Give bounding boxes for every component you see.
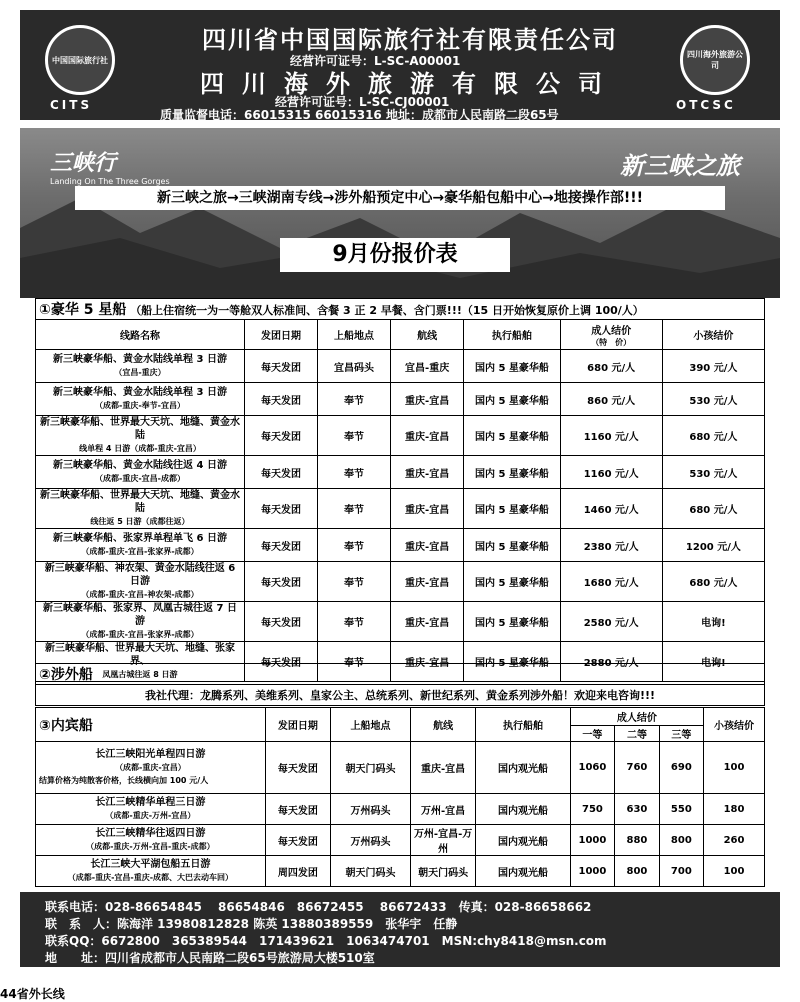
table-row [36, 856, 765, 887]
cell-adult: 1160 元/人 [560, 416, 662, 456]
cell-ship: 国内 5 星豪华船 [464, 489, 560, 529]
contact-person: 联 系 人：陈海洋 13980812828 陈英 13880389559 张华宇 任静 [45, 917, 458, 931]
route-name-main: 新三峡豪华船、张家界单程单飞 6 日游 [53, 533, 227, 544]
col-ship: 执行船舶 [464, 320, 560, 350]
cell-line: 朝天门码头 [410, 856, 475, 887]
price-sheet [20, 10, 780, 985]
table-row [36, 742, 765, 794]
foreign-ship-table [35, 663, 765, 706]
cell-ship: 国内 5 星豪华船 [464, 562, 560, 602]
cell-c1: 1000 [570, 856, 615, 887]
section1-note: （船上住宿统一为一等舱双人标准间、含餐 3 正 2 早餐、含门票!!!（15 日开始恢复原价上调 100/人） [130, 304, 644, 317]
section2-label: ②涉外船 [39, 667, 93, 683]
company-header [20, 10, 780, 120]
route-name-sub: 线往返 5 日游（成都往返） [90, 517, 190, 526]
cell-line: 重庆-宜昌 [391, 383, 464, 416]
table-row [36, 825, 765, 856]
contact-address: 地 址：四川省成都市人民南路二段65号旅游局大楼510室 [45, 951, 375, 965]
cell-port: 宜昌码头 [318, 350, 391, 383]
col3-child: 小孩结价 [704, 708, 765, 742]
cell-port: 奉节 [318, 529, 391, 562]
col-child: 小孩结价 [662, 320, 764, 350]
cell-adult: 1160 元/人 [560, 456, 662, 489]
col3-date: 发团日期 [265, 708, 330, 742]
cell-c1: 750 [570, 794, 615, 825]
cell-date: 每天发团 [245, 529, 318, 562]
col3-first: 一等 [570, 726, 615, 742]
cell-date: 每天发团 [265, 825, 330, 856]
table-row [36, 529, 765, 562]
cell-child: 680 元/人 [662, 562, 764, 602]
cell-date: 每天发团 [245, 642, 318, 682]
cell-line: 重庆-宜昌 [391, 529, 464, 562]
cell-line: 重庆-宜昌 [391, 602, 464, 642]
cell-ship: 国内观光船 [476, 825, 570, 856]
cell-child: 390 元/人 [662, 350, 764, 383]
route-name-main: 新三峡豪华船、世界最大天坑、地缝、黄金水陆 [40, 490, 240, 514]
cell-date: 每天发团 [245, 602, 318, 642]
col-adult: 成人结价 （特 价） [560, 320, 662, 350]
cell-c3: 700 [659, 856, 703, 887]
route-name-main: 长江三峡精华单程三日游 [95, 797, 206, 808]
cell-line: 万州-宜昌-万州 [410, 825, 475, 856]
route-name-main: 长江三峡精华往返四日游 [95, 828, 206, 839]
cell-c2: 800 [615, 856, 659, 887]
table-row [36, 489, 765, 529]
cell-child: 100 [704, 742, 765, 794]
route-name-sub: （成都-重庆-宜昌-张家界-成都） [81, 547, 199, 556]
cell-port: 奉节 [318, 602, 391, 642]
cell-date: 每天发团 [245, 416, 318, 456]
cell-adult: 1680 元/人 [560, 562, 662, 602]
cell-line: 重庆-宜昌 [410, 742, 475, 794]
route-name-sub: （宜昌-重庆） [114, 368, 166, 377]
cell-c3: 800 [659, 825, 703, 856]
cell-adult: 680 元/人 [560, 350, 662, 383]
cell-c2: 630 [615, 794, 659, 825]
route-name-main: 新三峡豪华船、神农架、黄金水陆线往返 6 日游 [44, 563, 236, 587]
license-2: 经营许可证号：L-SC-CJ00001 [275, 95, 450, 109]
cell-adult: 2380 元/人 [560, 529, 662, 562]
cell-child: 电询! [662, 602, 764, 642]
route-name-main: 新三峡豪华船、黄金水陆线单程 3 日游 [53, 387, 227, 398]
table-row [36, 416, 765, 456]
cits-logo-ring: 中国国际旅行社 [52, 55, 108, 65]
route-name [36, 562, 245, 602]
company-name-1: 四川省中国国际旅行社有限责任公司 [202, 26, 618, 54]
table-row [36, 562, 765, 602]
col3-line: 航线 [410, 708, 475, 742]
price-title: 9月份报价表 [280, 238, 510, 272]
cell-port: 奉节 [318, 562, 391, 602]
cell-date: 周四发团 [265, 856, 330, 887]
cell-child: 260 [704, 825, 765, 856]
cell-ship: 国内 5 星豪华船 [464, 642, 560, 682]
route-name-main: 新三峡豪华船、张家界、凤凰古城往返 7 日游 [43, 603, 237, 627]
otcsc-logo [680, 25, 750, 95]
luxury-ship-table [35, 298, 765, 682]
cell-port: 奉节 [318, 383, 391, 416]
route-name [36, 825, 266, 856]
cell-date: 每天发团 [245, 456, 318, 489]
otcsc-logo-ring: 四川海外旅游公司 [687, 50, 743, 70]
banner [20, 128, 780, 298]
route-name [36, 856, 266, 887]
cell-port: 奉节 [318, 456, 391, 489]
cell-child: 530 元/人 [662, 456, 764, 489]
cell-child: 680 元/人 [662, 416, 764, 456]
col-adult-special: （特 价） [591, 337, 632, 347]
cell-line: 重庆-宜昌 [391, 562, 464, 602]
cell-line: 重庆-宜昌 [391, 456, 464, 489]
cits-logo [45, 25, 115, 95]
col-port: 上船地点 [318, 320, 391, 350]
cell-port: 朝天门码头 [331, 742, 411, 794]
quality-line: 质量监督电话：66015315 66015316 地址：成都市人民南路二段65号 [160, 108, 559, 122]
domestic-ship-table [35, 707, 765, 887]
brand-left: 三峡行 Landing On The Three Gorges [50, 151, 170, 186]
route-name-sub: （成都-重庆-宜昌-成都） [95, 474, 185, 483]
route-name-main: 新三峡豪华船、世界最大天坑、地缝、张家界、 [45, 643, 235, 667]
route-name-sub: （成都-重庆-宜昌-张家界-成都） [81, 630, 199, 639]
cell-ship: 国内 5 星豪华船 [464, 529, 560, 562]
brand-left-sub: Landing On The Three Gorges [50, 177, 170, 186]
table-row [36, 383, 765, 416]
route-name-sub: （成都-重庆-奉节-宜昌） [95, 401, 185, 410]
cell-date: 每天发团 [245, 489, 318, 529]
route-name-main: 新三峡豪华船、世界最大天坑、地缝、黄金水陆 [40, 417, 240, 441]
col3-second: 二等 [615, 726, 659, 742]
section1-columns [36, 320, 765, 350]
cell-child: 100 [704, 856, 765, 887]
route-name [36, 416, 245, 456]
col3-port: 上船地点 [331, 708, 411, 742]
cell-port: 万州码头 [331, 825, 411, 856]
cell-c1: 1060 [570, 742, 615, 794]
otcsc-caption: OTCSC [676, 98, 736, 112]
cell-date: 每天发团 [265, 794, 330, 825]
company-name-2: 四川海外旅游有限公司 [200, 70, 620, 98]
col3-ship: 执行船舶 [476, 708, 570, 742]
route-name-main: 新三峡豪华船、黄金水陆线往返 4 日游 [53, 460, 227, 471]
cell-ship: 国内 5 星豪华船 [464, 383, 560, 416]
route-name-sub: （成都-重庆-宜昌-重庆-成都、大巴去动车回） [67, 873, 234, 882]
cell-adult: 1460 元/人 [560, 489, 662, 529]
cell-port: 朝天门码头 [331, 856, 411, 887]
section1-label: ①豪华 5 星船 [39, 302, 127, 318]
cell-line: 宜昌-重庆 [391, 350, 464, 383]
route-name-sub: （成都-重庆-万州-宜昌-重庆-成都） [86, 842, 215, 851]
cell-line: 万州-宜昌 [410, 794, 475, 825]
col3-adult: 成人结价 [570, 708, 703, 726]
route-name-sub: 线单程 4 日游（成都-重庆-宜昌） [79, 444, 201, 453]
route-name [36, 742, 266, 794]
col-route: 线路名称 [36, 320, 245, 350]
cell-date: 每天发团 [245, 562, 318, 602]
route-name [36, 456, 245, 489]
route-name [36, 383, 245, 416]
table-row [36, 456, 765, 489]
route-name [36, 602, 245, 642]
route-name-extra: 结算价格为纯散客价格，长线横向加 100 元/人 [39, 776, 209, 785]
cell-c2: 760 [615, 742, 659, 794]
cell-port: 万州码头 [331, 794, 411, 825]
cell-date: 每天发团 [265, 742, 330, 794]
license-1: 经营许可证号：L-SC-A00001 [290, 54, 461, 68]
cell-port: 奉节 [318, 489, 391, 529]
section1-header [36, 299, 765, 320]
cell-adult: 2880 元/人 [560, 642, 662, 682]
cell-ship: 国内观光船 [476, 794, 570, 825]
cell-ship: 国内观光船 [476, 742, 570, 794]
table-row [36, 602, 765, 642]
cell-c1: 1000 [570, 825, 615, 856]
cell-adult: 2580 元/人 [560, 602, 662, 642]
section3-header [36, 708, 765, 726]
route-strip: 新三峡之旅→三峡湖南专线→涉外船预定中心→豪华船包船中心→地接操作部!!! [75, 186, 725, 210]
route-name [36, 489, 245, 529]
cell-ship: 国内观光船 [476, 856, 570, 887]
section3-label: ③内宾船 [36, 708, 266, 742]
section2-header [36, 664, 765, 685]
cell-child: 180 [704, 794, 765, 825]
brand-right: 新三峡之旅 [620, 152, 740, 180]
table-row [36, 350, 765, 383]
page-footer: 44省外长线 [0, 987, 65, 1001]
section2-body [36, 685, 765, 706]
cell-child: 680 元/人 [662, 489, 764, 529]
route-name-sub: 凤凰古城往返 8 日游 [102, 670, 178, 679]
cell-line: 重庆-宜昌 [391, 642, 464, 682]
route-name [36, 794, 266, 825]
cell-c2: 880 [615, 825, 659, 856]
col-line: 航线 [391, 320, 464, 350]
contact-qq: 联系QQ：6672800 365389544 171439621 1063474701 MSN:chy8418@msn.com [45, 934, 607, 948]
route-name-main: 新三峡豪华船、黄金水陆线单程 3 日游 [53, 354, 227, 365]
route-name-main: 长江三峡大平湖包船五日游 [90, 859, 211, 870]
col-date: 发团日期 [245, 320, 318, 350]
cell-ship: 国内 5 星豪华船 [464, 456, 560, 489]
cell-line: 重庆-宜昌 [391, 416, 464, 456]
cell-child: 1200 元/人 [662, 529, 764, 562]
cell-date: 每天发团 [245, 350, 318, 383]
cell-c3: 550 [659, 794, 703, 825]
cell-ship: 国内 5 星豪华船 [464, 350, 560, 383]
cell-line: 重庆-宜昌 [391, 489, 464, 529]
section2-text: 我社代理：龙腾系列、美维系列、皇家公主、总统系列、新世纪系列、黄金系列涉外船！欢迎来电咨询!!! [36, 685, 765, 706]
cell-port: 奉节 [318, 642, 391, 682]
cell-child: 530 元/人 [662, 383, 764, 416]
col3-third: 三等 [659, 726, 703, 742]
cell-ship: 国内 5 星豪华船 [464, 416, 560, 456]
route-name-sub: （成都-重庆-宜昌-神农架-成都） [81, 590, 199, 599]
contact-phone: 联系电话：028-86654845 86654846 86672455 86672433 传真：028-86658662 [45, 900, 592, 914]
contact-footer [20, 892, 780, 967]
cits-caption: CITS [50, 98, 93, 112]
route-name [36, 350, 245, 383]
cell-port: 奉节 [318, 416, 391, 456]
cell-adult: 860 元/人 [560, 383, 662, 416]
table-row [36, 794, 765, 825]
cell-c3: 690 [659, 742, 703, 794]
route-name [36, 529, 245, 562]
route-name-sub: （成都-重庆-宜昌） [115, 763, 186, 772]
route-name-sub: （成都-重庆-万州-宜昌） [105, 811, 196, 820]
cell-child: 电询! [662, 642, 764, 682]
cell-date: 每天发团 [245, 383, 318, 416]
route-name-main: 长江三峡阳光单程四日游 [95, 749, 206, 760]
cell-ship: 国内 5 星豪华船 [464, 602, 560, 642]
